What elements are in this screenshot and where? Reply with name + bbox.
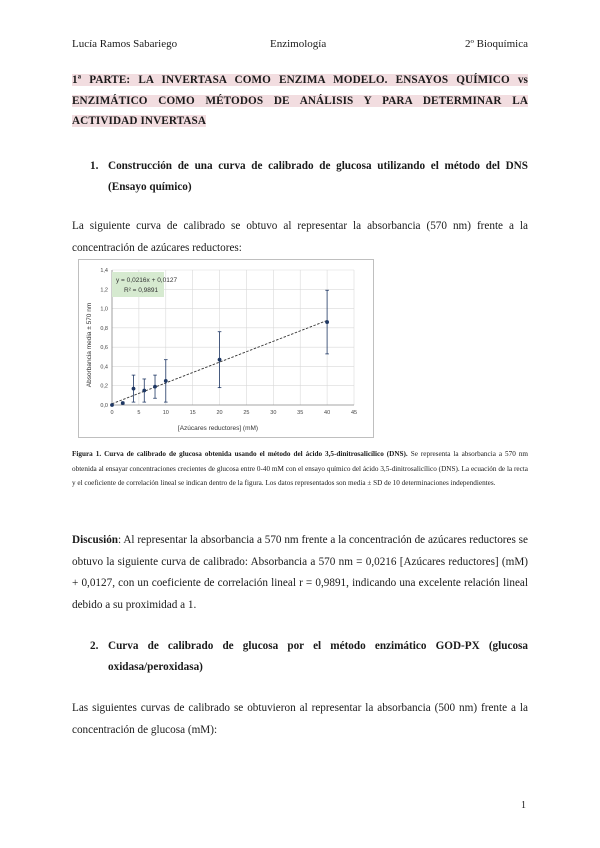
caption-title: Figura 1. Curva de calibrado de glucosa obtenida usando el método del ácido 3,5-dinitrosalicílico (DNS). xyxy=(72,450,408,458)
r2-label: R² = 0,9891 xyxy=(124,287,159,294)
x-tick-label: 45 xyxy=(350,410,358,416)
section-2-heading xyxy=(90,636,528,680)
calibration-chart xyxy=(78,259,374,438)
page-number: 1 xyxy=(521,800,526,811)
data-point xyxy=(110,403,114,407)
x-tick-label: 20 xyxy=(216,410,223,416)
part-title-text: 1ª PARTE: LA INVERTASA COMO ENZIMA MODELO. ENSAYOS QUÍMICO vs ENZIMÁTICO COMO MÉTODOS DE ANÁLISIS Y PARA DETERMINAR LA ACTIVIDAD INVERTASA xyxy=(72,74,528,127)
discussion-paragraph xyxy=(72,530,528,616)
section-2-number: 2. xyxy=(90,640,99,652)
section-1-heading xyxy=(90,156,528,200)
section-1-number: 1. xyxy=(90,160,99,172)
y-tick-label: 0,6 xyxy=(100,345,108,352)
x-tick-label: 25 xyxy=(243,410,250,416)
x-axis-label: [Azúcares reductores] (mM) xyxy=(177,425,259,432)
data-point xyxy=(132,387,136,391)
y-axis-label: Absorbancia media ± 570 nm xyxy=(86,302,93,388)
header-author: Lucía Ramos Sabariego xyxy=(72,38,178,50)
y-tick-label: 0,0 xyxy=(100,403,108,409)
figure-caption xyxy=(72,447,528,491)
x-tick-label: 10 xyxy=(162,410,169,416)
x-tick-label: 40 xyxy=(324,410,331,416)
equation-label: y = 0,0216x + 0,0127 xyxy=(116,277,178,284)
data-point xyxy=(164,379,168,383)
data-point xyxy=(142,389,146,393)
x-tick-label: 0 xyxy=(110,410,114,416)
y-tick-label: 0,4 xyxy=(100,364,108,371)
header-subject: Enzimología xyxy=(270,38,327,50)
y-tick-label: 0,8 xyxy=(100,325,108,332)
intro-paragraph-2: Las siguientes curvas de calibrado se obtuvieron al representar la absorbancia (500 nm) frente a la concentración de glucosa (mM): xyxy=(72,702,528,736)
y-tick-label: 1,4 xyxy=(100,268,108,274)
x-tick-label: 35 xyxy=(297,410,304,416)
intro-paragraph-1: La siguiente curva de calibrado se obtuvo al representar la absorbancia (570 nm) frente a la concentración de azúcares reductores: xyxy=(72,220,528,254)
data-point xyxy=(325,320,329,324)
section-2-title: Curva de calibrado de glucosa por el método enzimático GOD-PX (glucosa oxidasa/peroxidasa) xyxy=(108,640,528,673)
page-header xyxy=(72,38,528,54)
y-tick-label: 0,2 xyxy=(100,383,108,390)
data-point xyxy=(218,358,222,362)
caption-body: Se representa la absorbancia a 570 nm obtenida al ensayar concentraciones crecientes de glucosa entre 0-40 mM con el ensayo químico del ácido 3,5-dinitrosalicílico (DNS). La ecuación de la recta y el coeficiente de correlación lineal se indican dentro de la figura. Los datos representados son media ± SD de 10 determinaciones independientes. xyxy=(72,450,528,487)
x-tick-label: 30 xyxy=(270,410,277,416)
part-title xyxy=(72,70,528,132)
y-tick-label: 1,0 xyxy=(100,306,108,313)
x-tick-label: 5 xyxy=(137,410,141,416)
header-course: 2º Bioquímica xyxy=(465,38,528,50)
x-tick-label: 15 xyxy=(189,410,196,416)
data-point xyxy=(153,385,157,389)
y-tick-label: 1,2 xyxy=(100,287,108,294)
discussion-text: : Al representar la absorbancia a 570 nm frente a la concentración de azúcares reductores se obtuvo la siguiente curva de calibrado: Absorbancia a 570 nm = 0,0216 [Azúcares reductores] (mM) + 0,0127, con un coeficiente de correlación lineal r = 0,9891, indicando una excelente relación lineal debido a su proximidad a 1. xyxy=(72,534,528,611)
data-point xyxy=(121,401,125,405)
section-1-title: Construcción de una curva de calibrado de glucosa utilizando el método del DNS (Ensayo químico) xyxy=(108,160,528,193)
discussion-label: Discusión xyxy=(72,534,119,546)
